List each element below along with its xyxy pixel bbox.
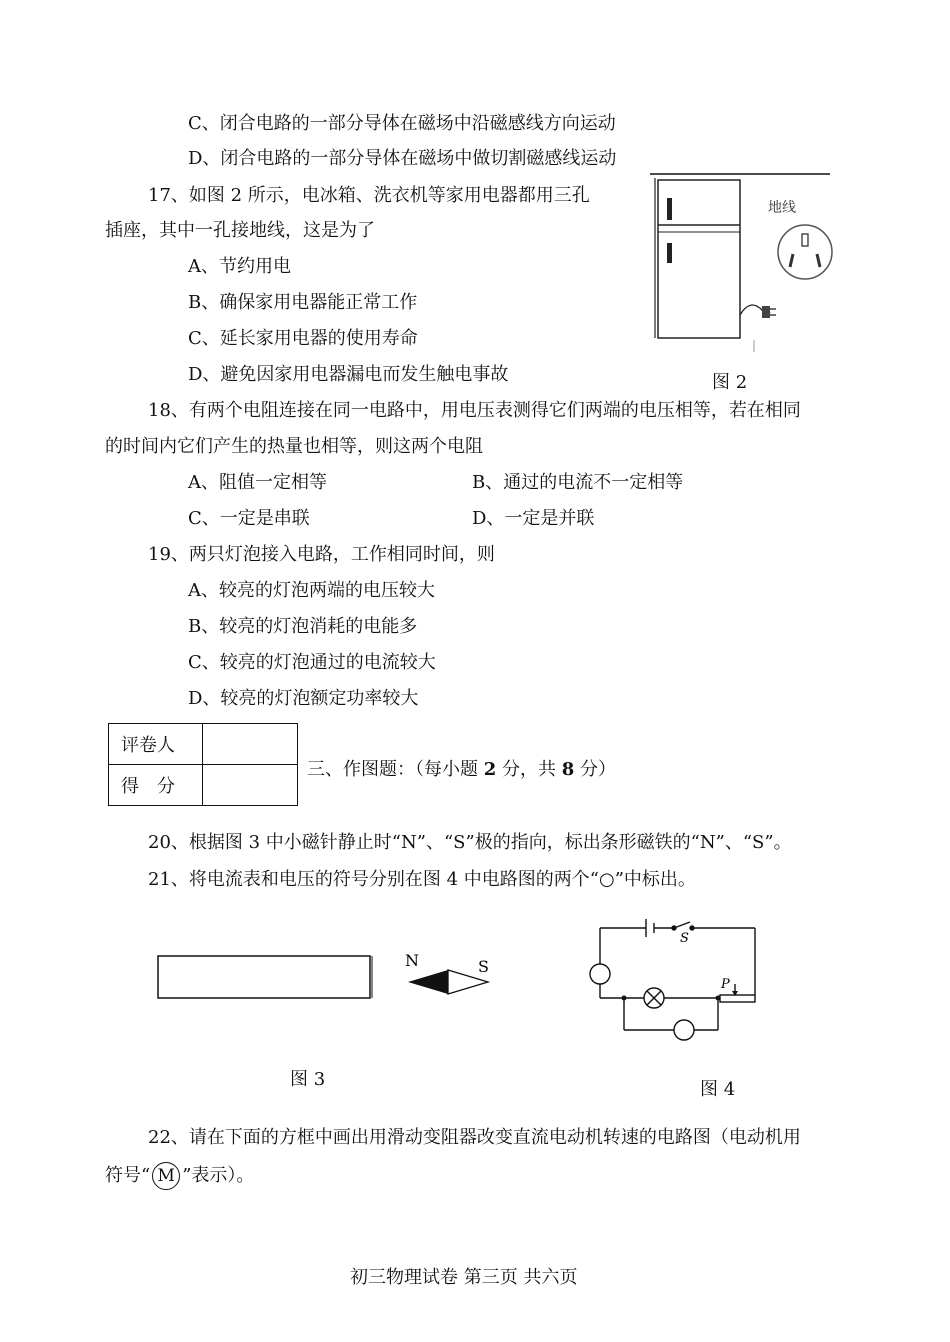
- figure-3-magnet: [150, 940, 510, 1010]
- figure-4-caption: 图 4: [700, 1079, 736, 1100]
- q21-stem: 21、将电流表和电压的符号分别在图 4 中电路图的两个“○”中标出。: [148, 869, 696, 890]
- q16-option-c: C、闭合电路的一部分导体在磁场中沿磁感线方向运动: [188, 113, 616, 134]
- q18-option-a: A、阻值一定相等: [188, 472, 327, 493]
- q20-stem: 20、根据图 3 中小磁针静止时“N”、“S”极的指向，标出条形磁铁的“N”、“S”。: [148, 832, 792, 853]
- motor-symbol-icon: M: [152, 1162, 180, 1190]
- q17-option-d: D、避免因家用电器漏电而发生触电事故: [188, 364, 509, 385]
- figure-3-s-label: S: [478, 957, 489, 976]
- score-table: [108, 723, 298, 806]
- q18-option-b: B、通过的电流不一定相等: [472, 472, 684, 493]
- q19-option-a: A、较亮的灯泡两端的电压较大: [188, 580, 435, 601]
- page-footer: 初三物理试卷 第三页 共六页: [350, 1267, 578, 1288]
- figure-2-ground-label: 地线: [768, 200, 796, 216]
- q22-stem-line2: 符号“ M ”表示）。: [105, 1162, 254, 1190]
- score-table-reviewer-label: 评卷人: [109, 724, 203, 765]
- q17-option-a: A、节约用电: [188, 256, 291, 277]
- q18-stem-line1: 18、有两个电阻连接在同一电路中，用电压表测得它们两端的电压相等，若在相同: [148, 400, 801, 421]
- q19-option-c: C、较亮的灯泡通过的电流较大: [188, 652, 436, 673]
- score-table-score-label: 得 分: [109, 765, 203, 806]
- q17-option-b: B、确保家用电器能正常工作: [188, 292, 418, 313]
- figure-4-switch-label: S: [680, 931, 689, 946]
- figure-2-refrigerator-socket: [650, 170, 840, 360]
- figure-3-caption: 图 3: [290, 1069, 326, 1090]
- q19-stem: 19、两只灯泡接入电路，工作相同时间，则: [148, 544, 495, 565]
- figure-4-circuit: [580, 910, 770, 1050]
- q18-option-c: C、一定是串联: [188, 508, 310, 529]
- q19-option-b: B、较亮的灯泡消耗的电能多: [188, 616, 418, 637]
- q17-stem-line2: 插座，其中一孔接地线，这是为了: [105, 220, 375, 241]
- rheostat: [720, 995, 755, 1002]
- q22-stem-line1: 22、请在下面的方框中画出用滑动变阻器改变直流电动机转速的电路图（电动机用: [148, 1127, 801, 1148]
- meter-circle-left: [590, 964, 610, 984]
- socket-icon: [778, 225, 832, 279]
- q19-option-d: D、较亮的灯泡额定功率较大: [188, 688, 419, 709]
- meter-circle-bottom: [674, 1020, 694, 1040]
- compass-needle-north: [408, 970, 448, 994]
- figure-4-slider-label: P: [721, 977, 730, 992]
- score-table-reviewer-cell: [203, 724, 298, 765]
- score-table-score-cell: [203, 765, 298, 806]
- switch: [674, 922, 690, 928]
- q17-option-c: C、延长家用电器的使用寿命: [188, 328, 418, 349]
- q18-stem-line2: 的时间内它们产生的热量也相等，则这两个电阻: [105, 436, 483, 457]
- figure-3-n-label: N: [405, 951, 419, 970]
- bar-magnet: [158, 956, 370, 998]
- q16-option-d: D、闭合电路的一部分导体在磁场中做切割磁感线运动: [188, 148, 617, 169]
- q17-stem-line1: 17、如图 2 所示，电冰箱、洗衣机等家用电器都用三孔: [148, 185, 590, 206]
- figure-2-caption: 图 2: [712, 372, 748, 393]
- q18-option-d: D、一定是并联: [472, 508, 595, 529]
- section-3-heading: 三、作图题：（每小题 2 分，共 8 分）: [307, 759, 616, 780]
